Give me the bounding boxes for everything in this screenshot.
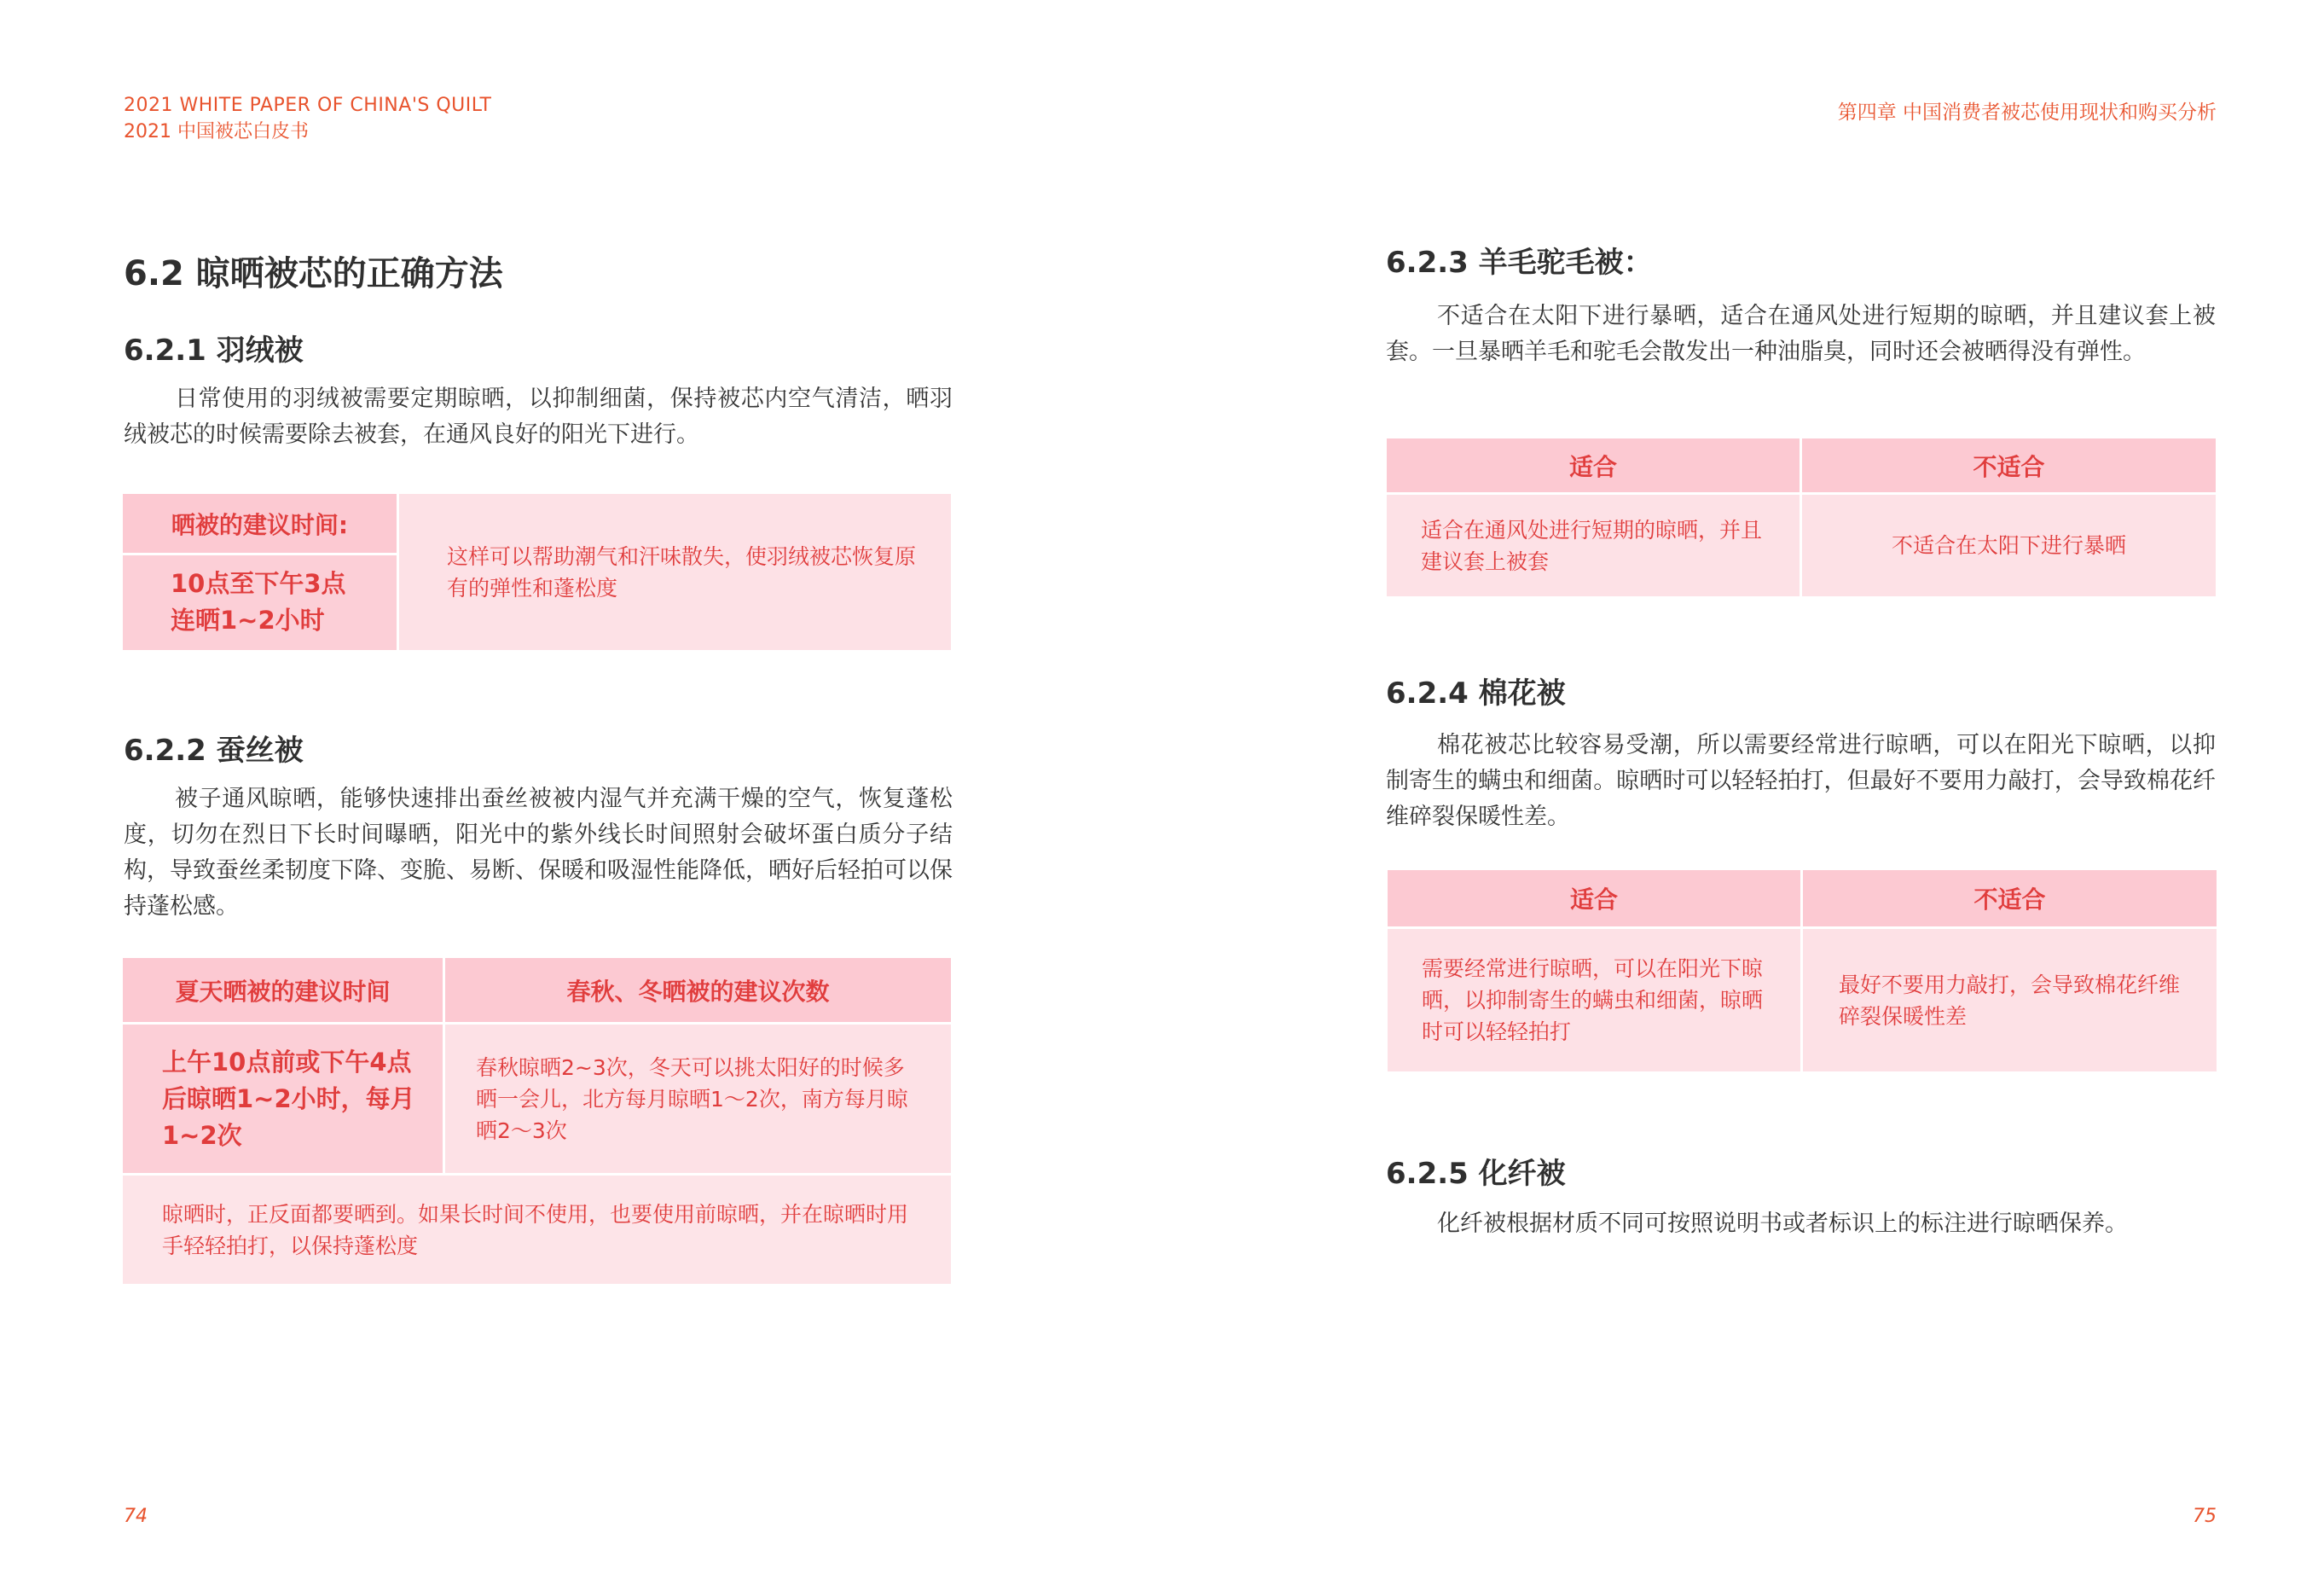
- silk-quilt-table: [123, 958, 951, 1284]
- table-divider: [123, 553, 397, 555]
- silk-table-footer-note: 晾晒时，正反面都要晒到。如果长时间不使用，也要使用前晾晒，并在晾晒时用手轻轻拍打，以保持蓬松度: [123, 1176, 951, 1284]
- wool-quilt-paragraph: 不适合在太阳下进行暴晒，适合在通风处进行短期的晾晒，并且建议套上被套。一旦暴晒羊毛和驼毛会散发出一种油脂臭，同时还会被晒得没有弹性。: [1386, 303, 2216, 365]
- header-chinese-title: 2021 中国被芯白皮书: [124, 121, 309, 142]
- down-table-label: 晒被的建议时间:: [123, 494, 397, 554]
- table-divider: [443, 958, 445, 1173]
- down-table-time-cell: [123, 554, 397, 650]
- silk-quilt-paragraph: 被子通风晾晒，能够快速排出蚕丝被被内湿气并充满干燥的空气，恢复蓬松度，切勿在烈日下长时间曝晒，阳光中的紫外线长时间照射会破坏蛋白质分子结构，导致蚕丝柔韧度下降、变脆、易断、保暖和吸湿性能降低，晒好后轻拍可以保持蓬松感。: [124, 786, 953, 920]
- synthetic-quilt-paragraph: 化纤被根据材质不同可按照说明书或者标识上的标注进行晾晒保养。: [1437, 1211, 2128, 1237]
- cotton-table-unsuitable-value: 最好不要用力敲打，会导致棉花纤维碎裂保暖性差: [1803, 929, 2217, 1071]
- table-divider: [1388, 926, 2217, 929]
- page-number: 74: [124, 1506, 148, 1527]
- table-divider: [123, 1173, 951, 1176]
- header-english-title: 2021 WHITE PAPER OF CHINA'S QUILT: [124, 95, 492, 116]
- synthetic-quilt-heading: 6.2.5 化纤被: [1386, 1157, 1566, 1191]
- table-divider: [1800, 438, 1802, 596]
- table-divider: [1800, 870, 1803, 1071]
- page-number: 75: [2193, 1506, 2217, 1527]
- down-table-time-line1: 10点至下午3点: [171, 568, 346, 598]
- chapter-header: 第四章 中国消费者被芯使用现状和购买分析: [1837, 102, 2217, 124]
- wool-quilt-heading: 6.2.3 羊毛驼毛被：: [1386, 246, 1653, 280]
- down-table-time-line2: 连晒1~2小时: [171, 605, 325, 635]
- table-divider: [123, 1022, 951, 1025]
- down-table-note: 这样可以帮助潮气和汗味散失，使羽绒被芯恢复原有的弹性和蓬松度: [399, 494, 951, 650]
- table-divider: [1387, 492, 2216, 495]
- silk-table-summer-header: 夏天晒被的建议时间: [123, 958, 443, 1022]
- cotton-table-suitable-header: 适合: [1388, 870, 1800, 926]
- right-page: [1162, 0, 2324, 1585]
- silk-table-spring-winter-value: 春秋晾晒2~3次，冬天可以挑太阳好的时候多晒一会儿，北方每月晾晒1～2次，南方每月晾晒2～3次: [445, 1025, 951, 1173]
- wool-table-unsuitable-header: 不适合: [1802, 438, 2216, 492]
- silk-quilt-heading: 6.2.2 蚕丝被: [124, 734, 304, 768]
- cotton-quilt-paragraph: 棉花被芯比较容易受潮，所以需要经常进行晾晒，可以在阳光下晾晒，以抑制寄生的螨虫和细菌。晾晒时可以轻轻拍打，但最好不要用力敲打，会导致棉花纤维碎裂保暖性差。: [1386, 732, 2216, 830]
- cotton-table-suitable-value: 需要经常进行晾晒，可以在阳光下晾晒，以抑制寄生的螨虫和细菌，晾晒时可以轻轻拍打: [1388, 929, 1800, 1071]
- wool-table-unsuitable-value: 不适合在太阳下进行暴晒: [1802, 495, 2216, 596]
- down-quilt-table: [123, 494, 951, 650]
- table-divider: [397, 494, 399, 650]
- cotton-quilt-heading: 6.2.4 棉花被: [1386, 676, 1566, 711]
- cotton-quilt-table: [1388, 870, 2217, 1071]
- down-quilt-paragraph: 日常使用的羽绒被需要定期晾晒，以抑制细菌，保持被芯内空气清洁，晒羽绒被芯的时候需要除去被套，在通风良好的阳光下进行。: [124, 386, 953, 448]
- silk-table-spring-winter-header: 春秋、冬晒被的建议次数: [445, 958, 951, 1022]
- down-quilt-heading: 6.2.1 羽绒被: [124, 334, 304, 368]
- wool-quilt-table: [1387, 438, 2216, 596]
- section-title: 6.2 晾晒被芯的正确方法: [124, 254, 503, 293]
- cotton-table-unsuitable-header: 不适合: [1803, 870, 2217, 926]
- wool-table-suitable-value: 适合在通风处进行短期的晾晒，并且建议套上被套: [1387, 495, 1800, 596]
- wool-table-suitable-header: 适合: [1387, 438, 1800, 492]
- silk-table-summer-value: 上午10点前或下午4点后晾晒1~2小时，每月1~2次: [123, 1025, 443, 1173]
